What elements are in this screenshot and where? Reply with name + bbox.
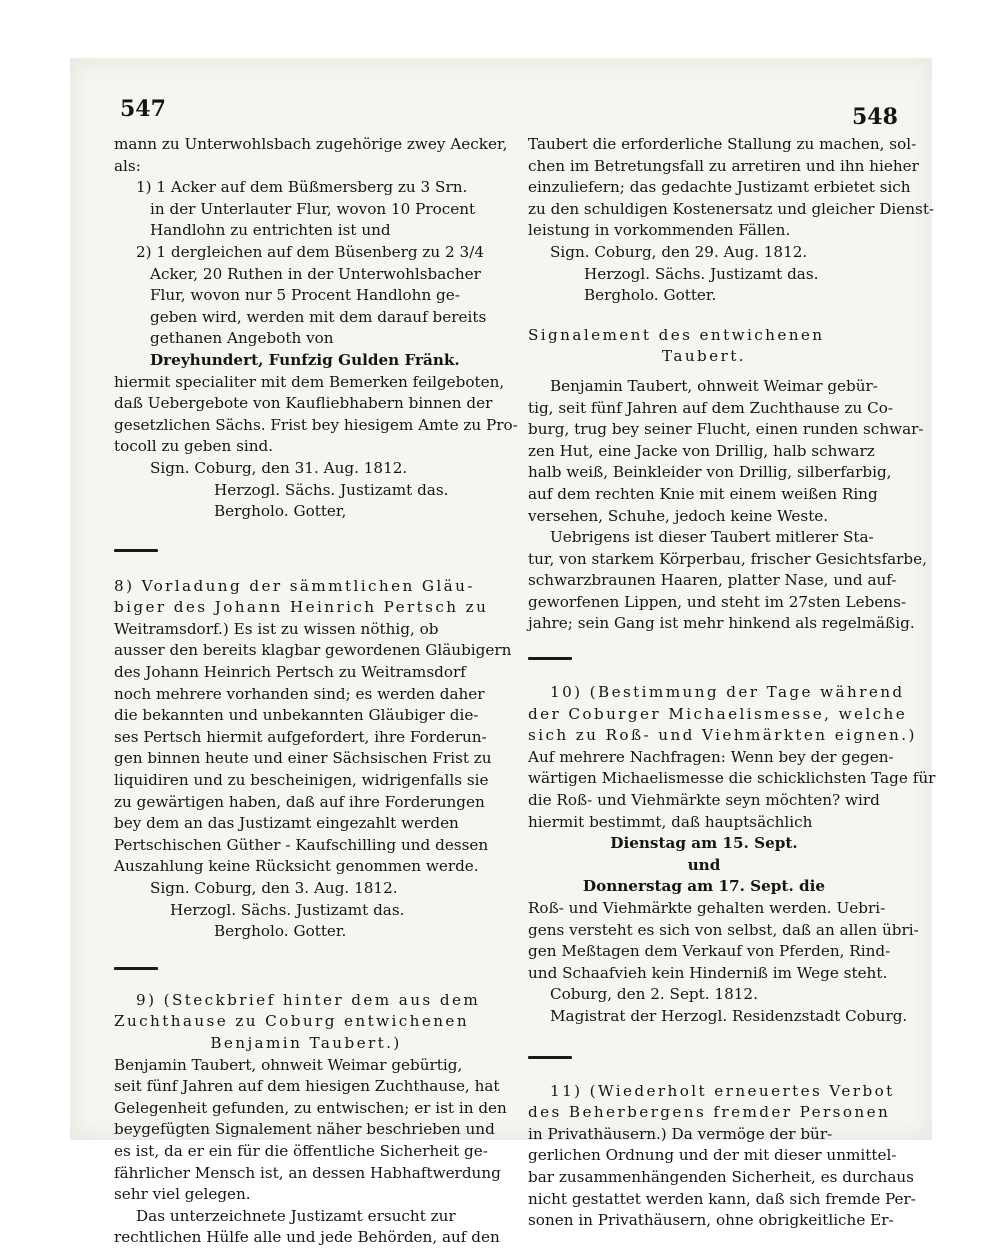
signature-office: Herzogl. Sächs. Justizamt das.	[170, 900, 405, 919]
section-heading: 10) (Bestimmung der Tage während	[550, 683, 905, 702]
text-line: Benjamin Taubert, ohnweit Weimar gebürtig,	[114, 1055, 463, 1074]
signature-date: Sign. Coburg, den 3. Aug. 1812.	[150, 879, 398, 897]
text-line: hiermit specialiter mit dem Bemerken feilgeboten,	[114, 372, 505, 391]
signature-office: Herzogl. Sächs. Justizamt das.	[214, 480, 449, 499]
section-heading: Taubert.	[662, 347, 746, 366]
text-line: zu den schuldigen Kostenersatz und gleicher Dienst-	[528, 199, 935, 218]
section-heading: biger des Johann Heinrich Pertsch zu	[114, 598, 489, 617]
section-heading: 11) (Wiederholt erneuertes Verbot	[550, 1081, 895, 1100]
section-heading: sich zu Roß- und Viehmärkten eignen.)	[528, 726, 917, 745]
text-line: halb weiß, Beinkleider von Drillig, silberfarbig,	[528, 463, 892, 482]
text-line: daß Uebergebote von Kaufliebhabern binnen der	[114, 394, 493, 413]
text-line: rechtlichen Hülfe alle und jede Behörden, auf den	[114, 1228, 500, 1247]
text-line: tocoll zu geben sind.	[114, 437, 274, 456]
text-line: Weitramsdorf.) Es ist zu wissen nöthig, ob	[114, 619, 439, 638]
text-line: gens versteht es sich von selbst, daß an allen übri-	[528, 920, 919, 939]
text-line: chen im Betretungsfall zu arretiren und ihn hieher	[528, 156, 919, 175]
text-line: Flur, wovon nur 5 Procent Handlohn ge-	[150, 286, 460, 305]
text-line: geworfenen Lippen, und steht im 27sten Lebens-	[528, 592, 907, 611]
and-word: und	[687, 855, 721, 874]
text-line: Taubert die erforderliche Stallung zu machen, sol-	[528, 135, 917, 153]
text-line: und Schaafvieh kein Hinderniß im Wege steht.	[528, 963, 888, 982]
text-line: geben wird, werden mit dem darauf bereits	[150, 307, 487, 326]
left-column	[114, 134, 518, 1249]
signature-date: Sign. Coburg, den 29. Aug. 1812.	[550, 242, 808, 261]
left-page-number: 547	[120, 96, 166, 122]
text-line: tig, seit fünf Jahren auf dem Zuchthause zu Co-	[528, 398, 894, 417]
text-line: tur, von starkem Körperbau, frischer Gesichtsfarbe,	[528, 549, 927, 568]
text-line: es ist, da er ein für die öffentliche Sicherheit ge-	[114, 1141, 488, 1160]
text-line: seit fünf Jahren auf dem hiesigen Zuchthause, hat	[114, 1077, 500, 1096]
section-heading: Benjamin Taubert.)	[210, 1033, 402, 1052]
text-line: zu gewärtigen haben, daß auf ihre Forderungen	[114, 792, 485, 811]
text-line: Auf mehrere Nachfragen: Wenn bey der gegen-	[528, 747, 894, 766]
text-line: Das unterzeichnete Justizamt ersucht zur	[136, 1206, 456, 1225]
text-line: Acker, 20 Ruthen in der Unterwohlsbacher	[150, 264, 481, 283]
section-heading: 8) Vorladung der sämmtlichen Gläu-	[114, 576, 475, 595]
text-line: burg, trug bey seiner Flucht, einen runden schwar-	[528, 420, 924, 439]
text-line: mann zu Unterwohlsbach zugehörige zwey Aecker,	[114, 135, 508, 153]
signature-date: Sign. Coburg, den 31. Aug. 1812.	[150, 458, 408, 477]
text-line: des Johann Heinrich Pertsch zu Weitramsdorf	[114, 663, 466, 682]
signature-names: Bergholo. Gotter.	[214, 922, 347, 941]
text-line: ausser den bereits klagbar gewordenen Gläubigern	[114, 641, 512, 660]
text-line: die bekannten und unbekannten Gläubiger die-	[114, 706, 479, 725]
text-line: gen Meßtagen dem Verkauf von Pferden, Rind-	[528, 942, 891, 961]
text-line: gen binnen heute und einer Sächsischen Frist zu	[114, 749, 492, 768]
text-line: 1) 1 Acker auf dem Büßmersberg zu 3 Srn.	[136, 178, 468, 197]
signature-names: Bergholo. Gotter.	[584, 286, 717, 305]
text-line: zen Hut, eine Jacke von Drillig, halb schwarz	[528, 441, 875, 460]
text-line: auf dem rechten Knie mit einem weißen Ring	[528, 484, 878, 503]
signature-names: Bergholo. Gotter,	[214, 502, 347, 521]
text-line: Uebrigens ist dieser Taubert mitlerer Sta-	[550, 528, 874, 547]
text-line: Roß- und Viehmärkte gehalten werden. Uebri-	[528, 899, 886, 917]
text-line: liquidiren und zu bescheinigen, widrigenfalls sie	[114, 771, 489, 790]
text-line: Pertschischen Güther - Kaufschilling und dessen	[114, 835, 489, 854]
text-line: ses Pertsch hiermit aufgefordert, ihre Forderun-	[114, 727, 487, 746]
text-line: nicht gestattet werden kann, daß sich fremde Per-	[528, 1189, 916, 1208]
text-line: gerlichen Ordnung und der mit dieser unmittel-	[528, 1146, 897, 1165]
text-line: noch mehrere vorhanden sind; es werden daher	[114, 684, 485, 703]
text-line: in Privathäusern.) Da vermöge der bür-	[528, 1124, 833, 1143]
text-line: leistung in vorkommenden Fällen.	[528, 221, 791, 240]
text-line: Gelegenheit gefunden, zu entwischen; er ist in den	[114, 1098, 507, 1117]
right-column	[528, 134, 936, 1232]
signature-office: Herzogl. Sächs. Justizamt das.	[584, 264, 819, 283]
text-line: in der Unterlauter Flur, wovon 10 Procent	[150, 199, 476, 218]
market-day-2: Donnerstag am 17. Sept. die	[582, 877, 826, 896]
text-line: schwarzbraunen Haaren, platter Nase, und auf-	[528, 571, 897, 590]
signature-office: Magistrat der Herzogl. Residenzstadt Coburg.	[550, 1006, 908, 1025]
signature-date: Coburg, den 2. Sept. 1812.	[550, 985, 758, 1004]
text-line: Benjamin Taubert, ohnweit Weimar gebür-	[550, 376, 878, 395]
text-line: einzuliefern; das gedachte Justizamt erbietet sich	[528, 178, 911, 197]
offer-amount: Dreyhundert, Funfzig Gulden Fränk.	[150, 350, 460, 369]
section-heading: Signalement des entwichenen	[528, 325, 825, 344]
text-line: bey dem an das Justizamt eingezahlt werden	[114, 814, 459, 833]
text-line: wärtigen Michaelismesse die schicklichsten Tage für	[528, 769, 936, 788]
text-line: sehr viel gelegen.	[114, 1185, 251, 1204]
text-line: jahre; sein Gang ist mehr hinkend als regelmäßig.	[528, 614, 915, 633]
section-heading: des Beherbergens fremder Personen	[528, 1103, 891, 1122]
text-line: die Roß- und Viehmärkte seyn möchten? wird	[528, 791, 880, 810]
section-heading: Zuchthause zu Coburg entwichenen	[114, 1012, 469, 1031]
section-heading: der Coburger Michaelismesse, welche	[528, 704, 908, 723]
text-line: beygefügten Signalement näher beschrieben und	[114, 1120, 495, 1139]
right-page-number: 548	[852, 104, 898, 130]
text-line: hiermit bestimmt, daß hauptsächlich	[528, 812, 813, 831]
text-line: Handlohn zu entrichten ist und	[150, 221, 391, 240]
text-line: fährlicher Mensch ist, an dessen Habhaftwerdung	[114, 1163, 501, 1182]
text-line: Auszahlung keine Rücksicht genommen werde.	[114, 857, 479, 876]
text-line: gethanen Angeboth von	[150, 329, 334, 348]
text-line: gesetzlichen Sächs. Frist bey hiesigem Amte zu Pro-	[114, 415, 518, 434]
text-line: als:	[114, 156, 141, 175]
text-line: 2) 1 dergleichen auf dem Büsenberg zu 2 3/4	[136, 242, 484, 261]
section-heading: 9) (Steckbrief hinter dem aus dem	[136, 990, 481, 1009]
text-line: versehen, Schuhe, jedoch keine Weste.	[528, 506, 829, 525]
market-day-1: Dienstag am 15. Sept.	[610, 834, 798, 853]
text-line: bar zusammenhängenden Sicherheit, es durchaus	[528, 1167, 914, 1186]
text-line: sonen in Privathäusern, ohne obrigkeitliche Er-	[528, 1211, 894, 1230]
